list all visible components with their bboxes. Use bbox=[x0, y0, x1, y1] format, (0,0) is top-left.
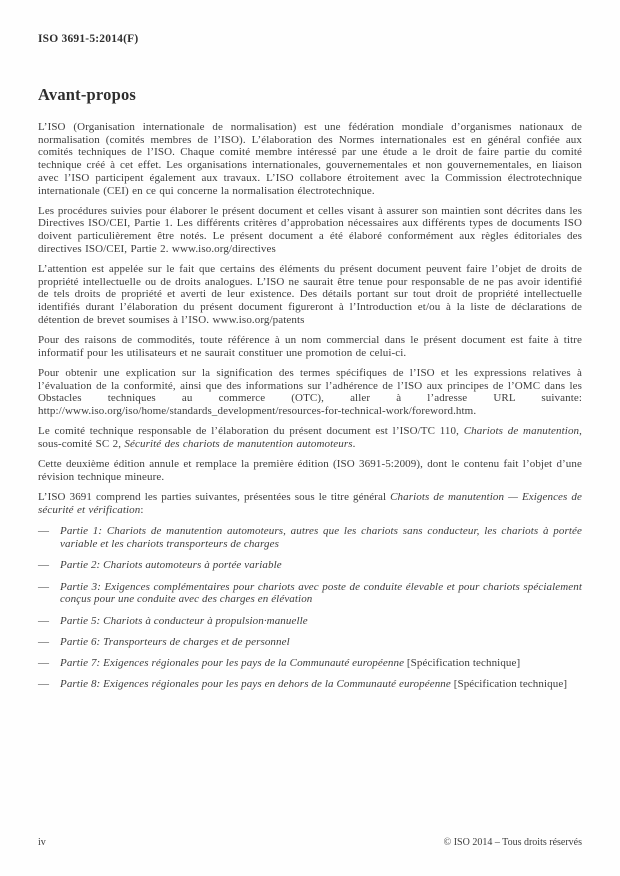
part-suffix: [Spécification technique] bbox=[450, 678, 568, 691]
part-title: Partie 5: Chariots à conducteur à propulsion·manuelle bbox=[60, 614, 308, 627]
paragraph-text: . bbox=[352, 437, 356, 450]
committee-name: Chariots de manutention bbox=[463, 425, 580, 438]
list-item-part-7 bbox=[38, 657, 582, 670]
list-dash: — bbox=[38, 614, 49, 627]
paragraph-text: : bbox=[140, 503, 144, 516]
list-dash: — bbox=[38, 635, 49, 648]
foreword-paragraph-2: Les procédures suivies pour élaborer le présent document et celles visant à assurer son maintien sont décrites dans les Directives ISO/CEI, Partie 1. Les différents critères d’approbation nécessaires aux différents types de documents ISO doivent particulièrement être notés. Le présent document a été élaboré conformément aux règles éditoriales des directives ISO/CEI, Partie 2. www.iso.org/directives bbox=[38, 204, 582, 255]
foreword-paragraph-1: L’ISO (Organisation internationale de normalisation) est une fédération mondiale d’organismes nationaux de normalisation (comités membres de l’ISO). L’élaboration des Normes internationales est en général confiée aux comités techniques de l’ISO. Chaque comité membre intéressé par une étude a le droit de faire partie du comité technique créé à cet effet. Les organisations internationales, gouvernementales et non gouvernementales, en liaison avec l’ISO participent également aux travaux. L’ISO collabore étroitement avec la Commission électrotechnique internationale (CEI) en ce qui concerne la normalisation électrotechnique. bbox=[38, 121, 582, 197]
foreword-paragraph-7: Cette deuxième édition annule et remplace la première édition (ISO 3691-5:2009), dont le contenu fait l’objet d’une révision technique mineure. bbox=[38, 458, 582, 483]
foreword-paragraph-8 bbox=[38, 491, 582, 516]
copyright-notice: © ISO 2014 – Tous droits réservés bbox=[443, 837, 582, 848]
parts-list bbox=[38, 525, 582, 690]
page-number: iv bbox=[38, 837, 46, 848]
list-item-part-6 bbox=[38, 636, 582, 649]
list-dash: — bbox=[38, 678, 49, 691]
paragraph-text: , sous-comité SC 2, bbox=[38, 425, 583, 450]
part-entry bbox=[60, 559, 582, 572]
foreword-paragraph-4: Pour des raisons de commodités, toute référence à un nom commercial dans le présent document est faite à titre informatif pour les utilisateurs et ne saurait constituer une promotion de celui-ci. bbox=[38, 334, 582, 359]
part-entry bbox=[60, 657, 582, 670]
part-entry bbox=[60, 581, 582, 606]
part-entry bbox=[60, 525, 582, 550]
series-title: Chariots de manutention — Exigences de sécurité et vérification bbox=[38, 491, 582, 516]
part-entry bbox=[60, 678, 582, 691]
subcommittee-name: Sécurité des chariots de manutention automoteurs bbox=[124, 437, 353, 450]
part-title: Partie 6: Transporteurs de charges et de personnel bbox=[60, 635, 290, 648]
list-dash: — bbox=[38, 656, 49, 669]
part-title: Partie 2: Chariots automoteurs à portée variable bbox=[60, 559, 282, 572]
list-item-part-8 bbox=[38, 678, 582, 691]
page-title: Avant-propos bbox=[38, 85, 137, 104]
list-dash: — bbox=[38, 559, 49, 572]
list-dash: — bbox=[38, 580, 49, 593]
foreword-paragraph-6 bbox=[38, 425, 582, 450]
list-item-part-2 bbox=[38, 559, 582, 572]
part-suffix: [Spécification technique] bbox=[404, 656, 521, 669]
document-reference: ISO 3691-5:2014(F) bbox=[38, 33, 139, 45]
part-entry bbox=[60, 636, 582, 649]
list-item-part-5 bbox=[38, 615, 582, 628]
foreword-paragraph-3: L’attention est appelée sur le fait que certains des éléments du présent document peuvent faire l’objet de droits de propriété intellectuelle ou de droits analogues. L’ISO ne saurait être tenue pour responsable de ne pas avoir identifié de tels droits de propriété et averti de leur existence. Des détails portant sur tout droit de propriété intellectuelle identifiés durant l’élaboration du présent document figureront à l’Introduction et/ou à la liste de déclarations de détention de brevet soumises à l’ISO. www.iso.org/patents bbox=[38, 263, 582, 326]
list-item-part-3 bbox=[38, 581, 582, 606]
list-item-part-1 bbox=[38, 525, 582, 550]
part-title: Partie 3: Exigences complémentaires pour chariots avec poste de conduite élevable et pour chariots spécialement conçus pour une conduite avec des charges en élévation bbox=[60, 580, 582, 606]
foreword-paragraph-5: Pour obtenir une explication sur la signification des termes spécifiques de l’ISO et les expressions relatives à l’évaluation de la conformité, ainsi que des informations sur l’adhérence de l’ISO aux principes de l’OMC dans les Obstacles techniques au commerce (OTC), aller à l’adresse URL suivante: http://www.iso.org/iso/home/standards_development/resources-for-technical-work/foreword.htm. bbox=[38, 366, 582, 418]
part-title: Partie 1: Chariots de manutention automoteurs, autres que les chariots sans conducteur, les chariots à portée variable et les chariots transporteurs de charges bbox=[60, 525, 582, 551]
paragraph-text: L’ISO 3691 comprend les parties suivantes, présentées sous le titre général bbox=[38, 491, 391, 504]
paragraph-text: Le comité technique responsable de l’élaboration du présent document est l’ISO/TC 110, bbox=[38, 425, 464, 438]
part-title: Partie 8: Exigences régionales pour les pays en dehors de la Communauté européenne bbox=[60, 678, 451, 691]
page-footer bbox=[38, 837, 582, 848]
part-entry bbox=[60, 615, 582, 628]
list-dash: — bbox=[38, 525, 49, 538]
part-title: Partie 7: Exigences régionales pour les pays de la Communauté européenne bbox=[60, 656, 405, 669]
